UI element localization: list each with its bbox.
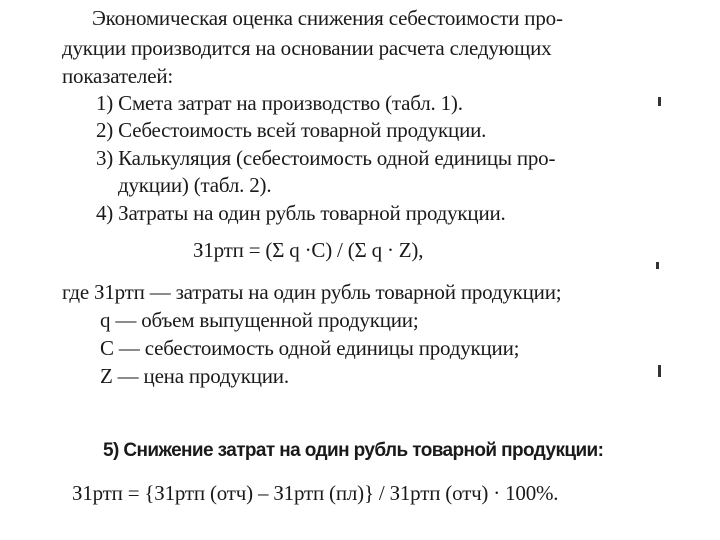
- formula-cost-reduction: З1ртп = {З1ртп (отч) – З1ртп (пл)} / З1ртп (отч) · 100%.: [72, 481, 559, 505]
- list-item-3-continuation: дукции) (табл. 2).: [118, 173, 272, 197]
- legend-line-3: C — себестоимость одной единицы продукции;: [100, 336, 520, 360]
- list-item-1: 1) Смета затрат на производство (табл. 1).: [96, 91, 463, 115]
- legend-line-4: Z — цена продукции.: [100, 364, 289, 388]
- list-item-4: 4) Затраты на один рубль товарной продукции.: [96, 201, 506, 225]
- formula-cost-per-ruble: З1ртп = (Σ q ·C) / (Σ q · Z),: [193, 238, 424, 262]
- legend-line-1: где З1ртп — затраты на один рубль товарной продукции;: [62, 280, 562, 304]
- scan-speck: [658, 365, 661, 377]
- scan-speck: [658, 97, 661, 106]
- intro-line-2: дукции производится на основании расчета следующих: [62, 36, 552, 60]
- scan-speck: [656, 262, 659, 269]
- list-item-2: 2) Себестоимость всей товарной продукции.: [96, 118, 487, 142]
- intro-line-1: Экономическая оценка снижения себестоимости про-: [92, 6, 563, 30]
- item-5-heading: 5) Снижение затрат на один рубль товарной продукции:: [103, 440, 604, 461]
- legend-line-2: q — объем выпущенной продукции;: [100, 308, 419, 332]
- intro-line-3: показателей:: [62, 64, 173, 88]
- list-item-3: 3) Калькуляция (себестоимость одной единицы про-: [96, 146, 556, 170]
